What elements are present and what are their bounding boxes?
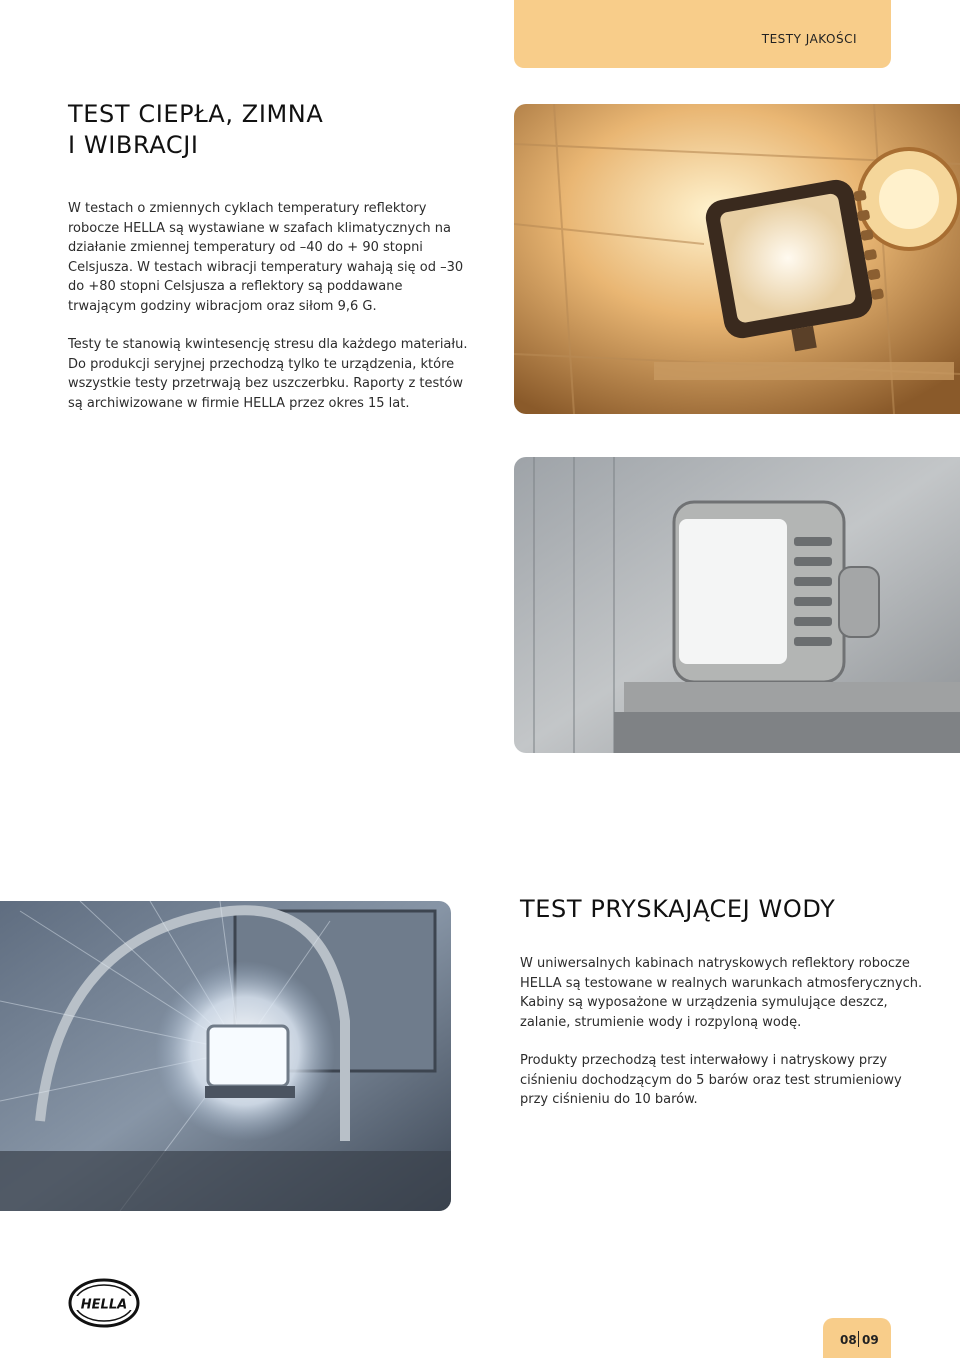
title-line: TEST CIEPŁA, ZIMNA [68, 100, 324, 128]
section-title-heat-cold-vibration [68, 99, 468, 161]
section-title-water-spray: TEST PRYSKAJĄCEJ WODY [520, 895, 836, 923]
page-number-right: 09 [862, 1333, 879, 1347]
body-paragraph: Testy te stanowią kwintesencję stresu dla każdego materiału. Do produkcji seryjnej przechodzą tylko te urządzenia, które wszystkie testy przetrwają bez uszczerbku. Raporty z testów są archiwizowane w firmie HELLA przez okres 15 lat. [68, 337, 468, 411]
page-number-left: 08 [840, 1333, 857, 1347]
page-number-divider [858, 1331, 859, 1347]
body-paragraph: Produkty przechodzą test interwałowy i natryskowy przy ciśnieniu dochodzącym do 5 barów oraz test strumieniowy przy ciśnieniu do 10 barów. [520, 1053, 902, 1107]
hella-logo [68, 1278, 140, 1328]
vibration-test-photo [514, 457, 960, 753]
page-number-tab [823, 1318, 891, 1358]
spray-chamber-photo [0, 901, 451, 1211]
logo-text: HELLA [80, 1297, 128, 1313]
body-paragraph: W testach o zmiennych cyklach temperatury reflektory robocze HELLA są wystawiane w szafach klimatycznych na działanie zmiennej temperatury od –40 do + 90 stopni Celsjusza. W testach wibracji temperatury wahają się od –30 do +80 stopni Celsjusza a reflektory są poddawane trwającym godziny wibracjom oraz siłom 9,6 G. [68, 201, 464, 314]
section-tab [514, 0, 891, 68]
section-label: TESTY JAKOŚCI [761, 32, 857, 46]
body-paragraph: W uniwersalnych kabinach natryskowych reflektory robocze HELLA są testowane w realnych warunkach atmosferycznych. Kabiny są wyposażone w urządzenia symulujące deszcz, zalanie, strumienie wody i rozpyloną wodę. [520, 956, 923, 1030]
title-line: I WIBRACJI [68, 131, 199, 159]
climate-chamber-photo [514, 104, 960, 414]
